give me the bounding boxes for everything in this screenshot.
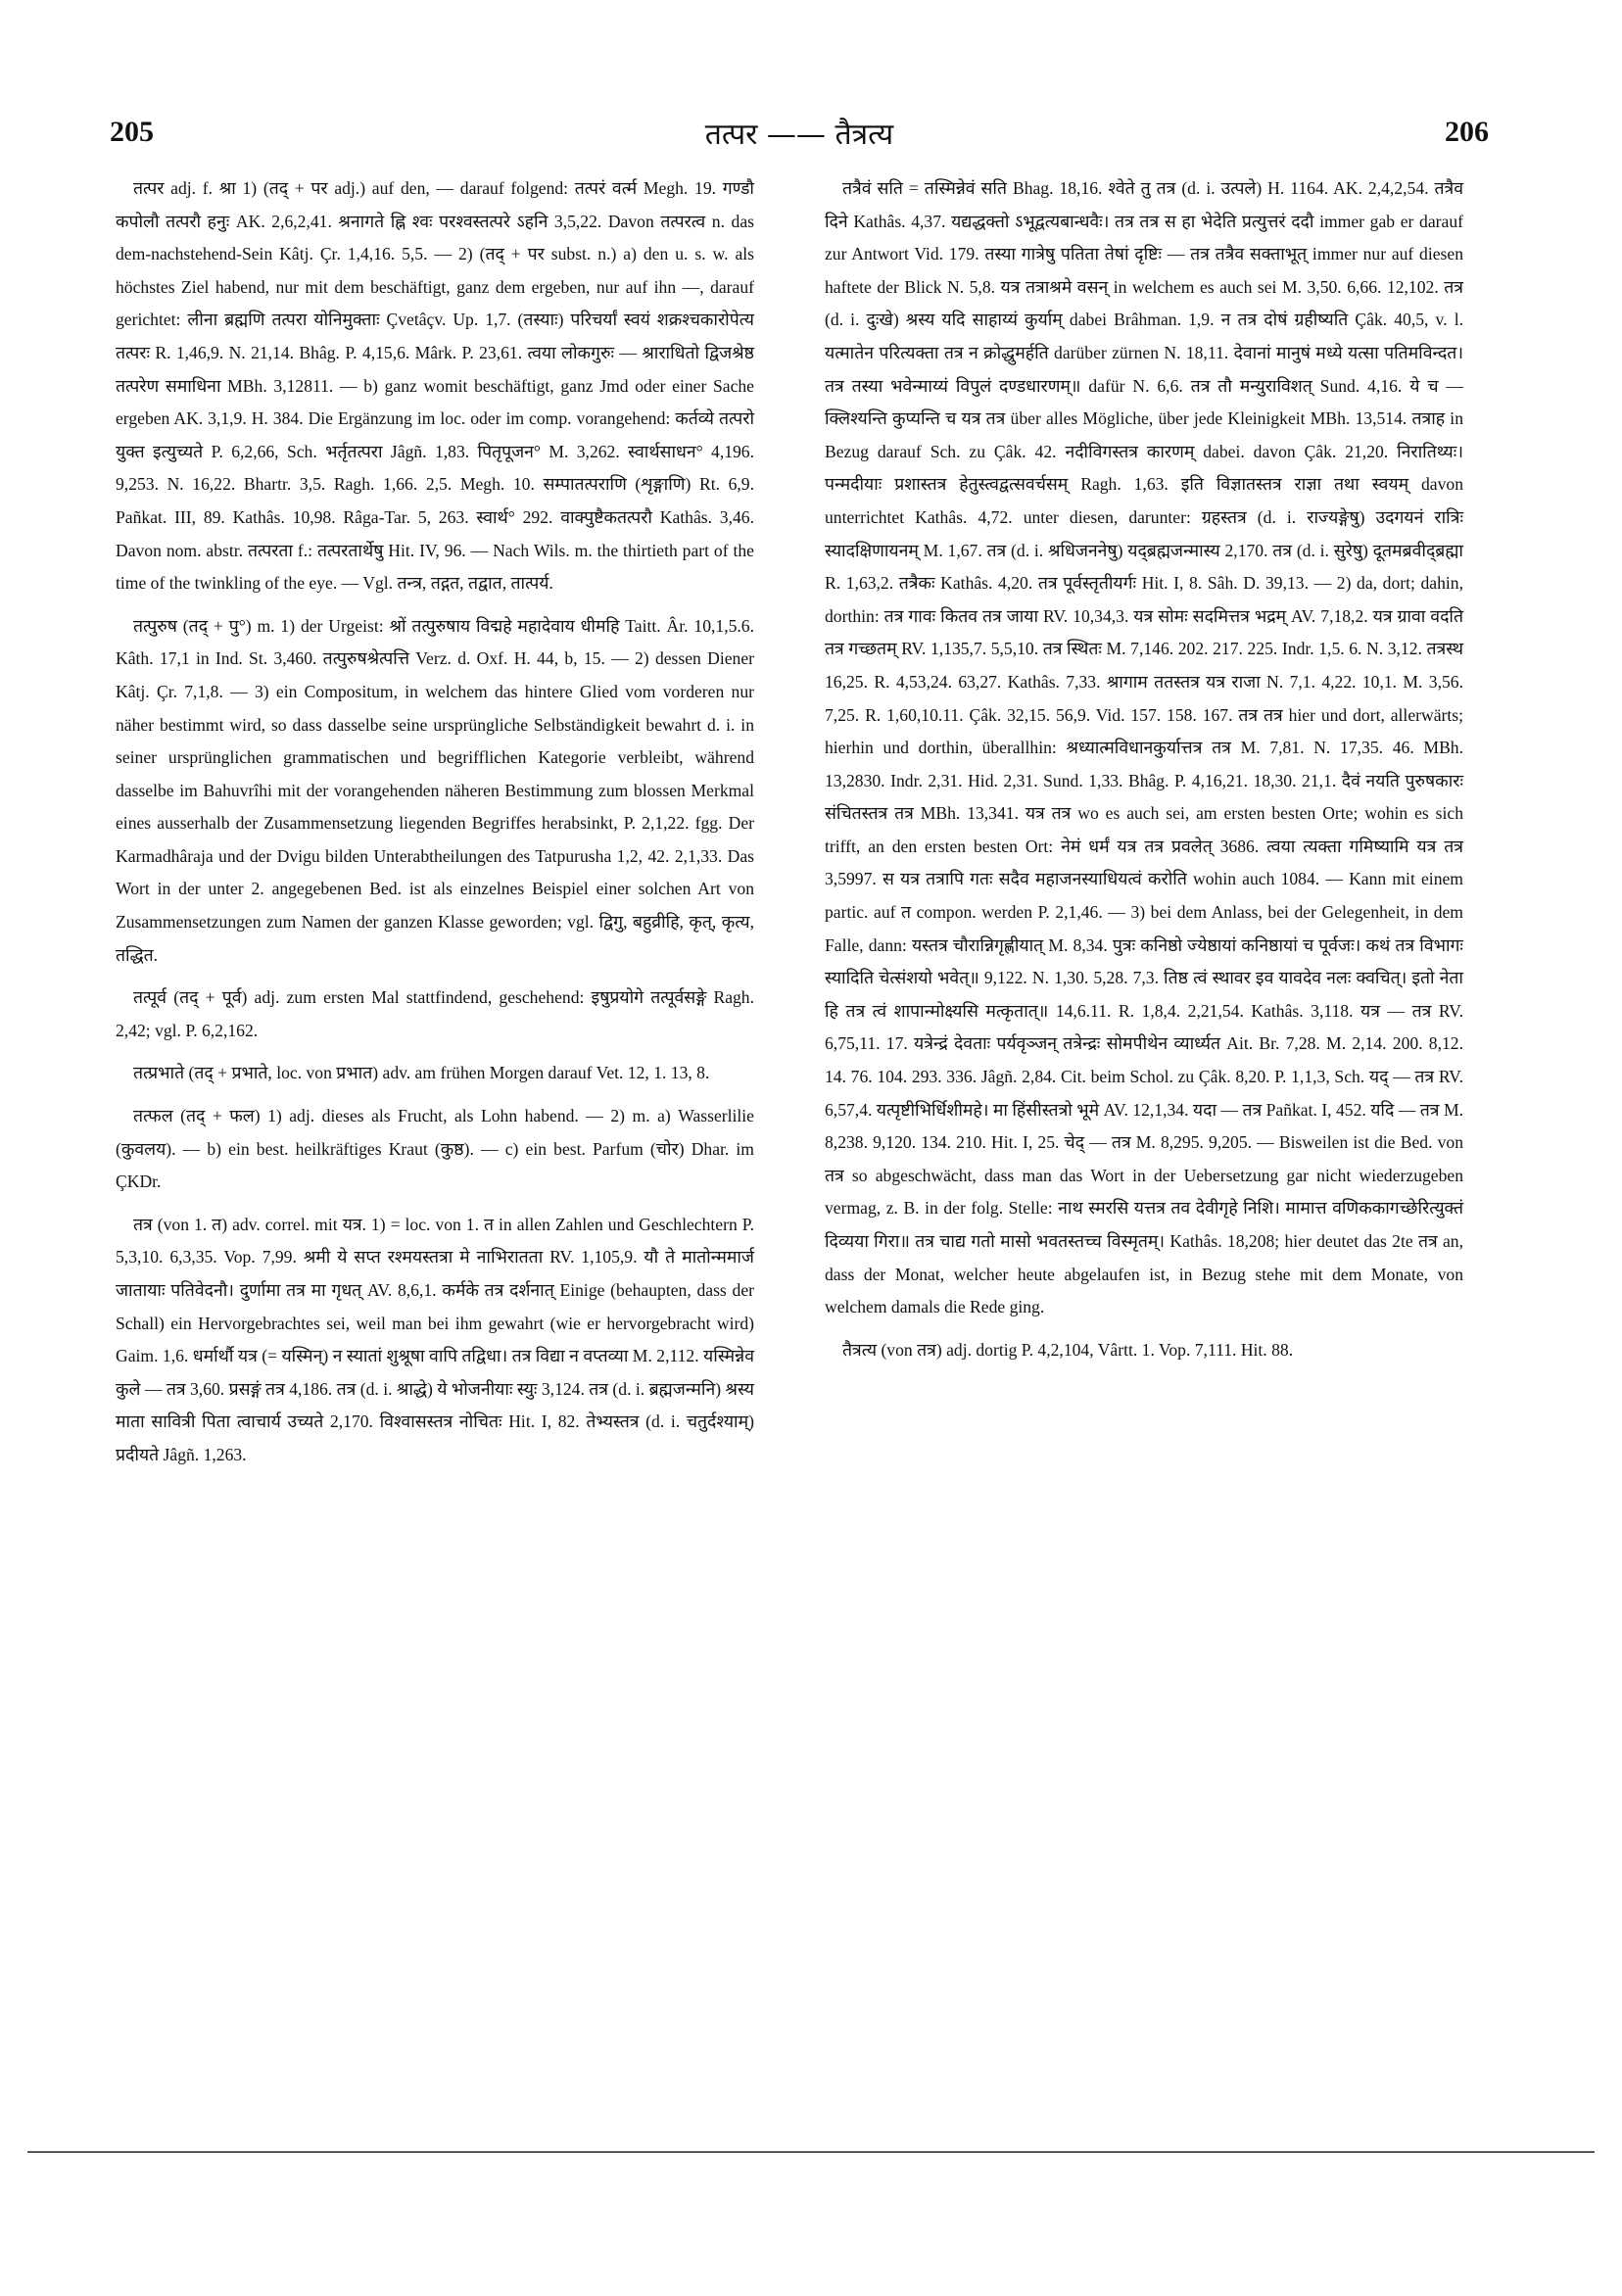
page-number-right: 206 — [1444, 116, 1489, 148]
page-header — [110, 108, 1489, 157]
entry-tatra-continued: तत्रैवं सति = तस्मिन्नेवं सति Bhag. 18,16. श्वेते तु तत्र (d. i. उत्पले) H. 1164. AK. 2,4,2,54. तत्रैव दिने Kathâs. 4,37. यद्यद्धक्तो ऽभूद्वत्यबान्धवैः। तत्र तत्र स हा भेदेति प्रत्युत्तरं ददौ immer gab er darauf zur Antwort Vid. 179. तस्या गात्रेषु पतिता तेषां दृष्टिः — तत्र तत्रैव सक्ताभूत् immer nur auf diesen haftete der Blick N. 5,8. यत्र तत्राश्रमे वसन् in welchem es auch sei M. 3,50. 6,66. 12,102. तत्र (d. i. दुःखे) श्रस्य यदि साहाय्यं कुर्याम् dabei Brâhman. 1,9. न तत्र दोषं ग्रहीष्यति Çâk. 40,5, v. l. यत्मातेन परित्यक्ता तत्र न क्रोद्धुमर्हति darüber zürnen N. 18,11. देवानां मानुषं मध्ये यत्सा पतिमविन्दत। तत्र तस्या भवेन्माय्यं विपुलं दण्डधारणम्॥ dafür N. 6,6. तत्र तौ मन्युराविशत् Sund. 4,16. ये च — क्लिश्यन्ति कुप्यन्ति च यत्र तत्र über alles Mögliche, über jede Kleinigkeit MBh. 13,514. तत्राह in Bezug darauf Sch. zu Çâk. 42. नदीविगस्तत्र कारणम् dabei. davon Çâk. 21,20. निरातिथ्यः। पन्मदीयाः प्रशास्तत्र हेतुस्त्वद्वत्सवर्चसम् Ragh. 1,63. इति विज्ञातस्तत्र राज्ञा तथा स्वयम् davon unterrichtet Kathâs. 4,72. unter diesen, darunter: ग्रहस्तत्र (d. i. राज्यङ्गेषु) उदगयनं रात्रिः स्यादक्षिणायनम् M. 1,67. तत्र (d. i. श्रधिजननेषु) यद्ब्रह्मजन्मास्य 2,170. तत्र (d. i. सुरेषु) दूतमब्रवीद्ब्रह्मा R. 1,63,2. तत्रैकः Kathâs. 4,20. तत्र पूर्वस्तृतीयर्गः Hit. I, 8. Sâh. D. 39,13. — 2) da, dort; dahin, dorthin: तत्र गावः कितव तत्र जाया RV. 10,34,3. यत्र सोमः सदमित्तत्र भद्रम् AV. 7,18,2. यत्र ग्रावा वदति तत्र गच्छतम् RV. 1,135,7. 5,5,10. तत्र स्थितः M. 7,146. 202. 217. 225. Indr. 1,5. 6. N. 3,12. तत्रस्थ 16,25. R. 4,53,24. 63,27. Kathâs. 7,33. श्रागाम ततस्तत्र यत्र राजा N. 7,1. 4,22. 10,1. M. 3,56. 7,25. R. 1,60,10.11. Çâk. 32,15. 56,9. Vid. 157. 158. 167. तत्र तत्र hier und dort, allerwärts; hierhin und dorthin, überallhin: श्रध्यात्मविधानकुर्यात्तत्र तत्र M. 7,81. N. 17,35. 46. MBh. 13,2830. Indr. 2,31. Hid. 2,31. Sund. 1,33. Bhâg. P. 4,16,21. 18,30. 21,1. दैवं नयति पुरुषकारः संचितस्तत्र तत्र MBh. 13,341. यत्र तत्र wo es auch sei, am ersten besten Orte; wohin es sich trifft, an den ersten besten Ort: नेमं धर्मं यत्र तत्र प्रवलेत् 3686. त्वया त्यक्ता गमिष्यामि यत्र तत्र 3,5997. स यत्र तत्रापि गतः सदैव महाजनस्याधियत्वं करोति wohin auch 1084. — Kann mit einem partic. auf त compon. werden P. 2,1,46. — 3) bei dem Anlass, bei der Gelegenheit, in dem Falle, dann: यस्तत्र चौरान्निगृह्णीयात् M. 8,34. पुत्रः कनिष्ठो ज्येष्ठायां कनिष्ठायां च पूर्वजः। कथं तत्र विभागः स्यादिति चेत्संशयो भवेत्॥ 9,122. N. 1,30. 5,28. 7,3. तिष्ठ त्वं स्थावर इव यावदेव नलः क्वचित्। इतो नेता हि तत्र त्वं शापान्मोक्ष्यसि मत्कृतात्॥ 14,6.11. R. 1,8,4. 2,21,54. Kathâs. 3,118. यत्र — तत्र RV. 6,75,11. 17. यत्रेन्द्रं देवताः पर्यवृञ्जन् तत्रेन्द्रः सोमपीथेन व्यार्ध्यत Ait. Br. 7,28. M. 2,14. 200. 8,12. 14. 76. 104. 293. 336. Jâgñ. 2,84. Cit. beim Schol. zu Çâk. 8,20. P. 1,1,3, Sch. यद् — तत्र RV. 6,57,4. यत्पृष्टीभिर्धिशीमहे। मा हिंसीस्तत्रो भूमे AV. 12,1,34. यदा — तत्र Pañkat. I, 452. यदि — तत्र M. 8,238. 9,120. 134. 210. Hit. I, 25. चेद् — तत्र M. 8,295. 9,205. — Bisweilen ist die Bed. von तत्र so abgeschwächt, dass man das Wort in der Uebersetzung gar nicht wiederzugeben vermag, z. B. in der folg. Stelle: नाथ स्मरसि यत्तत्र तव देवीगृहे निशि। मामात्त वणिककागच्छेरित्युक्तं दिव्यया गिरा॥ तत्र चाद्य गतो मासो भवतस्तच्च विस्मृतम्। Kathâs. 18,208; hier deutet das 2te तत्र an, dass der Monat, welcher heute abgelaufen ist, in Bezug stehe mit dem Monate, von welchem damals die Rede ging. — [825, 178, 1463, 1317]
right-column — [825, 172, 1463, 1376]
entry-tatprabhate: तत्प्रभाते (तद् + प्रभाते, loc. von प्रभात) adv. am frühen Morgen darauf Vet. 12, 1. 13, 8. — [133, 1063, 710, 1083]
running-head: तत्पर —— तैत्रत्य — [704, 117, 894, 152]
entry-tatpurva: तत्पूर्व (तद् + पूर्व) adj. zum ersten Mal stattfindend, geschehend: इषुप्रयोगे तत्पूर्वसङ्गे Ragh. 2,42; vgl. P. 6,2,162. — [116, 987, 754, 1040]
entry-tatphala: तत्फल (तद् + फल) 1) adj. dieses als Frucht, als Lohn habend. — 2) m. a) Wasserlilie (कुवलय). — b) ein best. heilkräftiges Kraut (कुष्ठ). — c) ein best. Parfum (चोर) Dhar. im ÇKDr. — [116, 1106, 754, 1192]
entry-tatra: तत्र (von 1. त) adv. correl. mit यत्र. 1) = loc. von 1. त in allen Zahlen und Geschlechtern P. 5,3,10. 6,3,35. Vop. 7,99. श्रमी ये सप्त रश्मयस्तत्रा मे नाभिरातता RV. 1,105,9. यौ ते मातोन्ममार्ज जातायाः पतिवेदनौ। दुर्णामा तत्र मा गृधत् AV. 8,6,1. कर्मके तत्र दर्शनात् Einige (behaupten, dass der Schall) ein Hervorgebrachtes sei, weil man bei ihm gewahrt (wie er hervorgebracht wird) Gaim. 1,6. धर्मार्थौ यत्र (= यस्मिन्) न स्यातां शुश्रूषा वापि तद्विधा। तत्र विद्या न वप्तव्या M. 2,112. यस्मिन्नेव कुले — तत्र 3,60. प्रसङ्गं तत्र 4,186. तत्र (d. i. श्राद्धे) ये भोजनीयाः स्युः 3,124. तत्र (d. i. ब्रह्मजन्मनि) श्रस्य माता सावित्री पिता त्वाचार्य उच्यते 2,170. विश्वासस्तत्र नोचितः Hit. I, 82. तेभ्यस्तत्र (d. i. चतुर्दश्याम्) प्रदीयते Jâgñ. 1,263. — [116, 1214, 754, 1464]
footer-rule — [27, 2151, 1595, 2153]
page-number-left: 205 — [110, 116, 154, 148]
entry-taitratya: तैत्रत्य (von तत्र) adj. dortig P. 4,2,104, Vârtt. 1. Vop. 7,111. Hit. 88. — [842, 1339, 1294, 1360]
entry-tatpara: तत्पर adj. f. श्रा 1) (तद् + पर adj.) auf den, — darauf folgend: तत्परं वर्त्म Megh. 19. गण्डौ कपोलौ तत्परौ हनुः AK. 2,6,2,41. श्रनागते ह्नि श्वः परश्वस्तत्परे ऽहनि 3,5,22. Davon तत्परत्व n. das dem-nachstehend-Sein Kâtj. Çr. 1,4,16. 5,5. — 2) (तद् + पर subst. n.) a) den u. s. w. als höchstes Ziel habend, nur mit dem beschäftigt, ganz dem ergeben, nur auf ihn —, darauf gerichtet: लीना ब्रह्मणि तत्परा योनिमुक्ताः Çvetâçv. Up. 1,7. (तस्याः) परिचर्यां स्वयं शक्रश्चकारोपेत्य तत्परः R. 1,46,9. N. 21,14. Bhâg. P. 4,15,6. Mârk. P. 23,61. त्वया लोकगुरुः — श्राराधितो द्विजश्रेष्ठ तत्परेण समाधिना MBh. 3,12811. — b) ganz womit beschäftigt, ganz Jmd oder einer Sache ergeben AK. 3,1,9. H. 384. Die Ergänzung im loc. oder im comp. vorangehend: कर्तव्ये तत्परो युक्त इत्युच्यते P. 6,2,66, Sch. भर्तृतत्परा Jâgñ. 1,83. पितृपूजन° M. 3,262. स्वार्थसाधन° 4,196. 9,253. N. 16,22. Bhartr. 3,5. Ragh. 1,66. 2,5. Megh. 10. सम्पातत्पराणि (शृङ्गाणि) Rt. 6,9. Pañkat. III, 89. Kathâs. 10,98. Râga-Tar. 5, 263. स्वार्थ° 292. वाक्पुष्टैकतत्परौ Kathâs. 3,46. Davon nom. abstr. तत्परता f.: तत्परतार्थेषु Hit. IV, 96. — Nach Wils. m. the thirtieth part of the time of the twinkling of the eye. — Vgl. तन्त्र, तद्गत, तद्वात, तात्पर्य. — [116, 178, 755, 594]
entry-tatpurusha: तत्पुरुष (तद् + पु°) m. 1) der Urgeist: श्रों तत्पुरुषाय विद्महे महादेवाय धीमहि Taitt. Âr. 10,1,5.6. Kâth. 17,1 in Ind. St. 3,460. तत्पुरुषश्रेत्पत्ति Verz. d. Oxf. H. 44, b, 15. — 2) dessen Diener Kâtj. Çr. 7,1,8. — 3) ein Compositum, in welchem das hintere Glied vom vorderen nur näher bestimmt wird, so dass dasselbe seine ursprüngliche Selbständigkeit bewahrt d. i. in seiner ursprünglichen grammatischen und begrifflichen Kategorie verbleibt, während dasselbe im Bahuvrîhi mit der vorangehenden näheren Bestimmung zum blossen Merkmal eines ausserhalb der Zusammensetzung liegenden Begriffes herabsinkt, P. 2,1,22. fgg. Der Karmadhâraja und der Dvigu bilden Unterabtheilungen des Tatpurusha 1,2, 42. 2,1,33. Das Wort in der unter 2. angegebenen Bed. ist als einzelnes Beispiel einer solchen Art von Zusammensetzungen zum Namen der ganzen Klasse geworden; vgl. द्विगु, बहुव्रीहि, कृत्, कृत्य, तद्धित. — [116, 615, 754, 965]
left-column — [116, 172, 754, 1482]
